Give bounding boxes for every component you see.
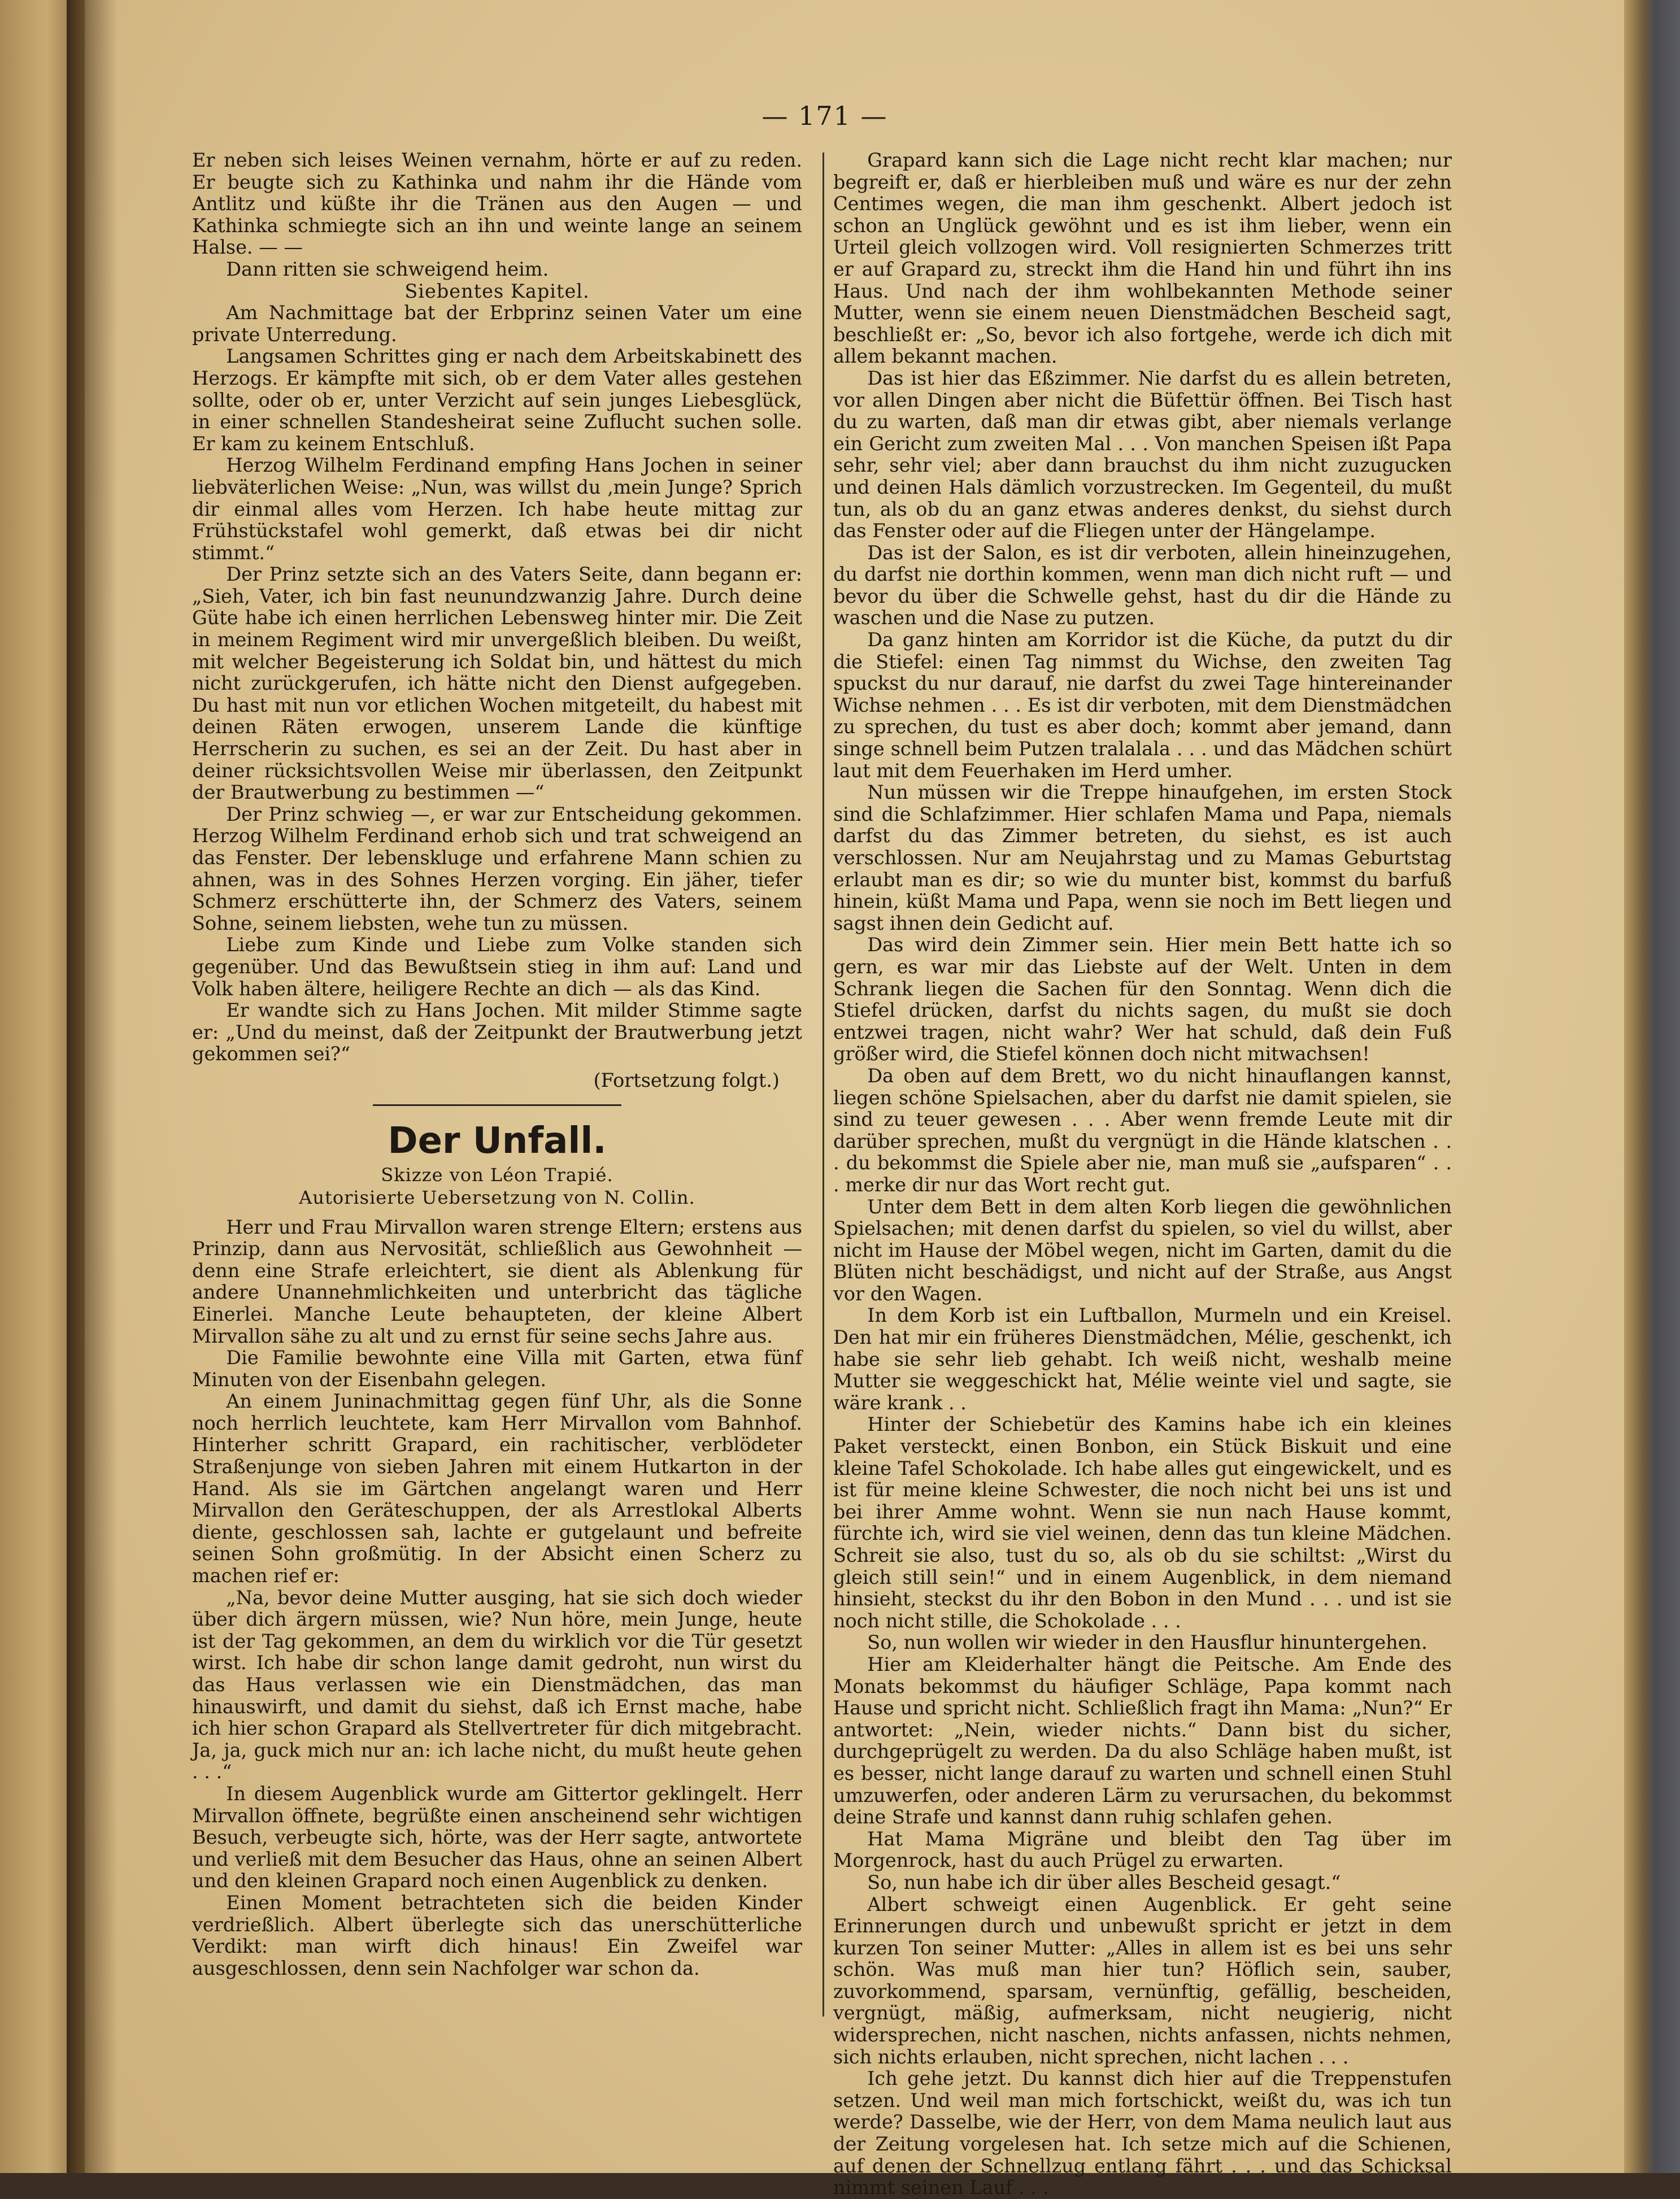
- chapter-heading: Siebentes Kapitel.: [404, 280, 590, 302]
- paragraph: Nun müssen wir die Treppe hinaufgehen, im ersten Stock sind die Schlafzimmer. Hier schlafen Mama und Papa, niemals darfst du das Zimmer betreten, du siehst, es ist auch verschlossen. Nur am Neujahrstag und zu Mamas Geburtstag erlaubt man es dir; so wie du munter bist, kommst du barfuß hinein, küßt Mama und Papa, wenn sie noch im Bett liegen und sagst ihnen dein Gedicht auf.: [833, 781, 1452, 934]
- paragraph: Unter dem Bett in dem alten Korb liegen die gewöhnlichen Spielsachen; mit denen darfst du spielen, so viel du willst, aber nicht im Hause der Möbel wegen, nicht im Garten, damit du die Blüten nicht beschädigst, und nicht auf der Straße, aus Angst vor den Wagen.: [833, 1195, 1452, 1305]
- paragraph: Der Prinz setzte sich an des Vaters Seite, dann begann er: „Sieh, Vater, ich bin fast neunundzwanzig Jahre. Durch deine Güte habe ich einen herrlichen Lebensweg hinter mir. Die Zeit in meinem Regiment wird mir unvergeßlich bleiben. Du weißt, mit welcher Begeisterung ich Soldat bin, und hättest du mich nicht zurückgerufen, ich hätte nicht den Dienst aufgegeben. Du hast mit nun vor etlichen Wochen mitgeteilt, du habest mit deinen Räten erwogen, unserem Lande die künftige Herrscherin zu suchen, es sei an der Zeit. Du hast aber in deiner rücksichtsvollen Weise mir überlassen, den Zeitpunkt der Brautwerbung zu bestimmen —“: [192, 563, 802, 804]
- section-divider: [373, 1104, 621, 1106]
- paragraph: Albert schweigt einen Augenblick. Er geht seine Erinnerungen durch und unbewußt spricht er jetzt in dem kurzen Ton seiner Mutter: „Alles in allem ist es bei uns sehr schön. Was muß man hier tun? Höflich sein, sauber, zuvorkommend, sparsam, vernünftig, gefällig, bescheiden, vergnügt, mäßig, aufmerksam, nicht neugierig, nicht widersprechen, nicht naschen, nichts anfassen, nichts nehmen, sich nichts erlauben, nicht sprechen, nicht lachen . . .: [833, 1893, 1452, 2068]
- paragraph: Er neben sich leises Weinen vernahm, hörte er auf zu reden. Er beugte sich zu Kathinka und nahm ihr die Hände vom Antlitz und küßte ihr die Tränen aus den Augen — und Kathinka schmiegte sich an ihn und weinte lange an seinem Halse. — —: [192, 149, 802, 259]
- paragraph: Dann ritten sie schweigend heim.: [226, 258, 549, 280]
- paragraph: Grapard kann sich die Lage nicht recht klar machen; nur begreift er, daß er hierbleiben muß und wäre es nur der zehn Centimes wegen, die man ihm geschenkt. Albert jedoch ist schon an Unglück gewöhnt und es ist ihm lieber, wenn ein Urteil gleich vollzogen wird. Voll resignierten Schmerzes tritt er auf Grapard zu, streckt ihm die Hand hin und führt ihn ins Haus. Und nach der ihm wohlbekannten Methode seiner Mutter, wenn sie einem neuen Dienstmädchen Bescheid sagt, beschließt er: „So, bevor ich also fortgehe, werde ich dich mit allem bekannt machen.: [833, 149, 1452, 368]
- right-column: [833, 149, 1452, 2199]
- paragraph: „Na, bevor deine Mutter ausging, hat sie sich doch wieder über dich ärgern müssen, wie? Nun höre, mein Junge, heute ist der Tag gekommen, an dem du wirklich vor die Tür gesetzt wirst. Ich habe dir schon lange damit gedroht, nun wirst du das Haus verlassen wie ein Dienstmädchen, das man hinauswirft, und damit du siehst, daß ich Ernst mache, habe ich hier schon Grapard als Stellvertreter für dich mitgebracht. Ja, ja, guck mich nur an: ich lache nicht, du mußt heute gehen . . .“: [192, 1586, 802, 1783]
- paragraph: Die Familie bewohnte eine Villa mit Garten, etwa fünf Minuten von der Eisenbahn gelegen.: [192, 1347, 802, 1391]
- paragraph: Einen Moment betrachteten sich die beiden Kinder verdrießlich. Albert überlegte sich das unerschütterliche Verdikt: man wirft dich hinaus! Ein Zweifel war ausgeschlossen, denn sein Nachfolger war schon da.: [192, 1891, 802, 1979]
- paragraph: Hat Mama Migräne und bleibt den Tag über im Morgenrock, hast du auch Prügel zu erwarten.: [833, 1827, 1452, 1872]
- paragraph: Das ist der Salon, es ist dir verboten, allein hineinzugehen, du darfst nie dorthin kommen, wenn man dich nicht ruft — und bevor du über die Schwelle gehst, hast du dir die Hände zu waschen und die Nase zu putzen.: [833, 541, 1452, 629]
- paragraph: Das wird dein Zimmer sein. Hier mein Bett hatte ich so gern, es war mir das Liebste auf der Welt. Unten in dem Schrank liegen die Sachen für den Sonntag. Wenn dich die Stiefel drücken, darfst du nichts sagen, du mußt sie doch entzwei tragen, nicht wahr? Wer hat schuld, daß dein Fuß größer wird, die Stiefel können doch nicht mitwachsen!: [833, 934, 1452, 1065]
- paragraph: In diesem Augenblick wurde am Gittertor geklingelt. Herr Mirvallon öffnete, begrüßte einen anscheinend sehr wichtigen Besuch, verbeugte sich, hörte, was der Herr sagte, antwortete und verließ mit dem Besucher das Haus, ohne an seinen Albert und den kleinen Grapard noch einen Augenblick zu denken.: [192, 1782, 802, 1892]
- paragraph: Langsamen Schrittes ging er nach dem Arbeitskabinett des Herzogs. Er kämpfte mit sich, ob er dem Vater alles gestehen sollte, oder ob er, unter Verzicht auf sein junges Liebesglück, in einer schnellen Standesheirat seine Zuflucht suchen solle. Er kam zu keinem Entschluß.: [192, 345, 802, 455]
- story-subtitle: Skizze von Léon Trapié.: [381, 1164, 613, 1186]
- book-cover-edge: [1624, 0, 1680, 2173]
- paragraph: An einem Juninachmittag gegen fünf Uhr, als die Sonne noch herrlich leuchtete, kam Herr Mirvallon vom Bahnhof. Hinterher schritt Grapard, ein rachitischer, verblödeter Straßenjunge von sieben Jahren mit einem Hutkarton in der Hand. Als sie im Gärtchen angelangt waren und Herr Mirvallon den Geräteschuppen, der als Arrestlokal Alberts diente, geschlossen sah, lachte er gutgelaunt und befreite seinen Sohn großmütig. In der Absicht einen Scherz zu machen rief er:: [192, 1390, 802, 1587]
- paragraph: Ich gehe jetzt. Du kannst dich hier auf die Treppenstufen setzen. Und weil man mich fortschickt, weißt du, was ich tun werde? Dasselbe, wie der Herr, von dem Mama neulich laut aus der Zeitung vorgelesen hat. Ich setze mich auf die Schienen, auf denen der Schnellzug entlang fährt . . . und das Schicksal nimmt seinen Lauf . . .: [833, 2067, 1452, 2199]
- paragraph: Am Nachmittage bat der Erbprinz seinen Vater um eine private Unterredung.: [192, 302, 802, 346]
- paragraph: So, nun wollen wir wieder in den Hausflur hinuntergehen.: [867, 1631, 1427, 1654]
- paragraph: Liebe zum Kinde und Liebe zum Volke standen sich gegenüber. Und das Bewußtsein stieg in ihm auf: Land und Volk haben ältere, heiligere Rechte an dich — als das Kind.: [192, 934, 802, 1000]
- paragraph: So, nun habe ich dir über alles Bescheid gesagt.“: [867, 1871, 1341, 1893]
- paragraph: Hier am Kleiderhalter hängt die Peitsche. Am Ende des Monats bekommst du häufiger Schläge, Papa kommt nach Hause und spricht nicht. Schließlich fragt ihn Mama: „Nun?“ Er antwortet: „Nein, wieder nichts.“ Dann bist du sicher, durchgeprügelt zu werden. Da du also Schläge haben mußt, ist es besser, nicht lange darauf zu warten und schnell einen Stuhl umzuwerfen, oder anderen Lärm zu verursachen, du bekommst deine Strafe und kannst dann ruhig schlafen gehen.: [833, 1653, 1452, 1828]
- book-gutter: [67, 0, 117, 2173]
- story-title: Der Unfall.: [388, 1120, 607, 1162]
- column-divider: [822, 153, 824, 2017]
- paragraph: Da oben auf dem Brett, wo du nicht hinauflangen kannst, liegen schöne Spielsachen, aber du darfst nie damit spielen, sie sind zu teuer gewesen . . . Aber wenn fremde Leute mit dir darüber sprechen, mußt du vergnügt in die Hände klatschen . . . du bekommst die Spiele aber nie, man muß sie „aufsparen“ . . . merke dir nur das Wort recht gut.: [833, 1064, 1452, 1196]
- paragraph: Herr und Frau Mirvallon waren strenge Eltern; erstens aus Prinzip, dann aus Nervosität, schließlich aus Gewohnheit — denn eine Strafe erleichtert, sie dient als Ablenkung für andere Unannehmlichkeiten und unterbricht das tägliche Einerlei. Manche Leute behaupteten, der kleine Albert Mirvallon sähe zu alt und zu ernst für seine sechs Jahre aus.: [192, 1216, 802, 1347]
- paragraph: Hinter der Schiebetür des Kamins habe ich ein kleines Paket versteckt, einen Bonbon, ein Stück Biskuit und eine kleine Tafel Schokolade. Ich habe alles gut eingewickelt, und es ist für meine kleine Schwester, die noch nicht bei uns ist und bei ihrer Amme wohnt. Wenn sie nun nach Hause kommt, fürchte ich, wird sie viel weinen, denn das tun kleine Mädchen. Schreit sie also, tust du so, als ob du sie schiltst: „Wirst du gleich still sein!“ und in einem Augenblick, in dem niemand hinsieht, steckst du ihr den Bobon in den Mund . . . und ist sie noch nicht stille, die Schokolade . . .: [833, 1413, 1452, 1632]
- paragraph: Herzog Wilhelm Ferdinand empfing Hans Jochen in seiner liebväterlichen Weise: „Nun, was willst du ‚mein Junge? Sprich dir einmal alles vom Herzen. Ich habe heute mittag zur Frühstückstafel wohl gemerkt, daß etwas bei dir nicht stimmt.“: [192, 454, 802, 564]
- paragraph: Der Prinz schwieg —, er war zur Entscheidung gekommen. Herzog Wilhelm Ferdinand erhob sich und trat schweigend an das Fenster. Der lebenskluge und erfahrene Mann schien zu ahnen, was in des Sohnes Herzen vorging. Ein jäher, tiefer Schmerz erschütterte ihn, der Schmerz des Vaters, seinem Sohne, seinem liebsten, wehe tun zu müssen.: [192, 803, 802, 934]
- page-number: — 171 —: [761, 101, 888, 131]
- paragraph: Da ganz hinten am Korridor ist die Küche, da putzt du dir die Stiefel: einen Tag nimmst du Wichse, den zweiten Tag spuckst du nur darauf, nie darfst du zwei Tage hintereinander Wichse nehmen . . . Es ist dir verboten, mit dem Dienstmädchen zu sprechen, du tust es aber doch; kommt aber jemand, dann singe schnell beim Putzen tralalala . . . und das Mädchen schürt laut mit dem Feuerhaken im Herd umher.: [833, 629, 1452, 782]
- paragraph: Das ist hier das Eßzimmer. Nie darfst du es allein betreten, vor allen Dingen aber nicht die Büfettür öffnen. Bei Tisch hast du zu warten, daß man dir etwas gibt, aber niemals verlange ein Gericht zum zweiten Mal . . . Von manchen Speisen ißt Papa sehr, sehr viel; aber dann brauchst du ihm nicht zuzugucken und deinen Hals dämlich vorzustrecken. Im Gegenteil, du mußt tun, als ob du an ganz etwas anderes denkst, du siehst durch das Fenster oder auf die Fliegen unter der Hängelampe.: [833, 367, 1452, 542]
- paragraph: In dem Korb ist ein Luftballon, Murmeln und ein Kreisel. Den hat mir ein früheres Dienstmädchen, Mélie, geschenkt, ich habe sie sehr lieb gehabt. Ich weiß nicht, weshalb meine Mutter sie weggeschickt hat, Mélie weinte viel und sagte, sie wäre krank . .: [833, 1304, 1452, 1414]
- continued-note: (Fortsetzung folgt.): [593, 1069, 780, 1091]
- paragraph: Er wandte sich zu Hans Jochen. Mit milder Stimme sagte er: „Und du meinst, daß der Zeitpunkt der Brautwerbung jetzt gekommen sei?“: [192, 999, 802, 1065]
- left-column: [192, 150, 802, 2036]
- story-byline: Autorisierte Uebersetzung von N. Collin.: [299, 1186, 695, 1208]
